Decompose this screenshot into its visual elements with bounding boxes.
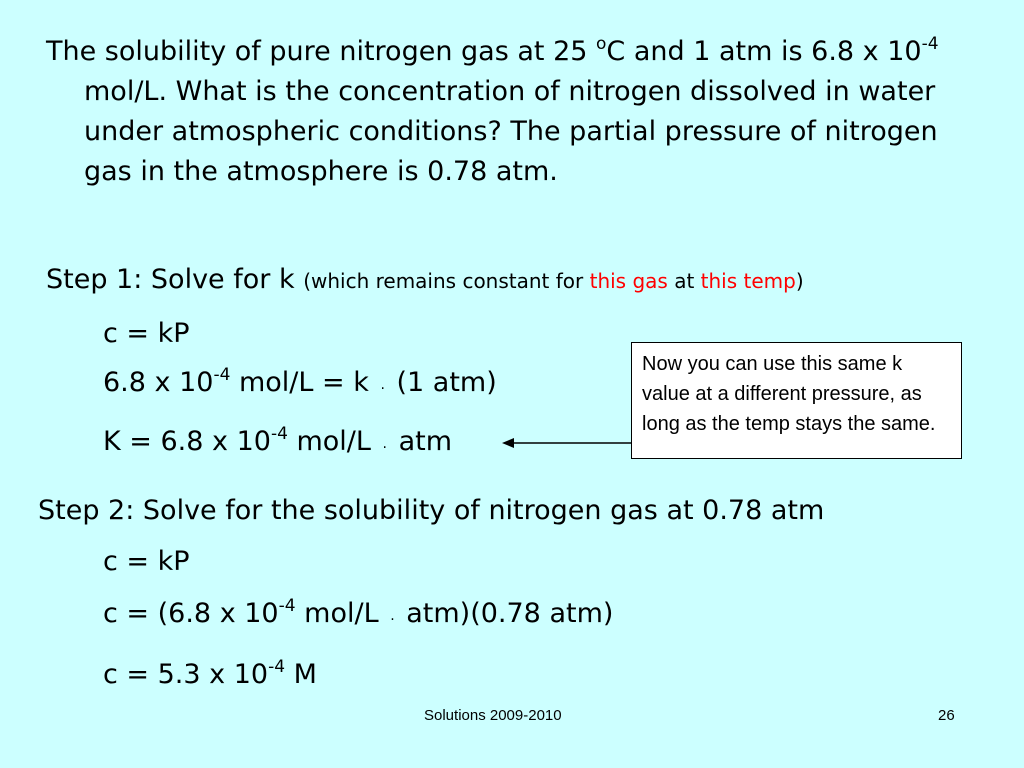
footer-title: Solutions 2009-2010 <box>424 707 562 724</box>
step2-heading: Step 2: Solve for the solubility of nitrogen gas at 0.78 atm <box>38 495 825 526</box>
step1-equation-1: c = kP <box>103 318 190 349</box>
callout-arrow <box>500 432 632 454</box>
step2-equation-2: c = (6.8 x $10^{-4}$ mol/L · atm)(0.78 atm) <box>103 596 614 629</box>
step2-equation-1: c = kP <box>103 546 190 577</box>
step2-equation-3: c = 5.3 x $10^{-4}$ M <box>103 657 317 690</box>
callout-box: Now you can use this same k value at a different pressure, as long as the temp stays the same. <box>631 342 962 459</box>
page-number: 26 <box>938 707 955 724</box>
problem-statement: The solubility of pure nitrogen gas at 25 $^o$C and 1 atm is 6.8 x $10^{-4}$ mol/L. What is the concentration of nitrogen dissolved in water under atmospheric conditions? The partial pressure of nitrogen gas in the atmosphere is 0.78 atm. <box>46 34 939 187</box>
step1-equation-2: 6.8 x $10^{-4}$ mol/L = k · (1 atm) <box>103 365 497 398</box>
step1-heading: Step 1: Solve for k (which remains constant for this gas at this temp) <box>46 264 804 295</box>
step1-note: (which remains constant for this gas at this temp) <box>303 269 804 293</box>
step1-equation-3: K = 6.8 x $10^{-4}$ mol/L · atm <box>103 424 452 457</box>
